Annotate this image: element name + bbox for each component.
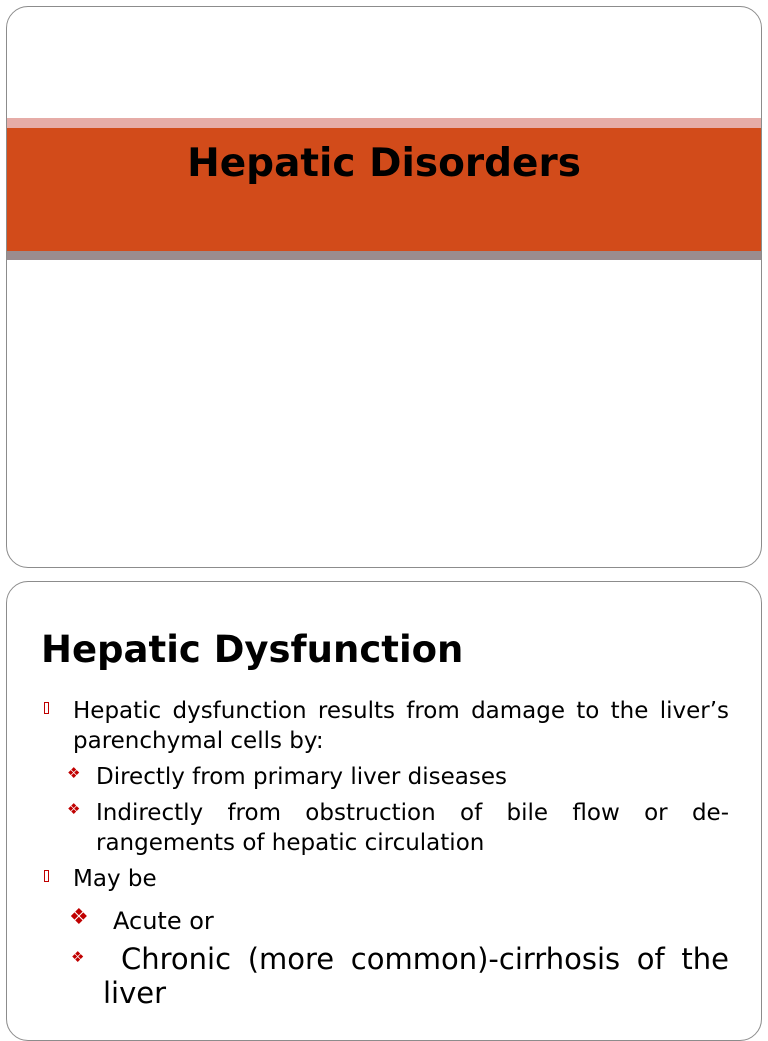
hollow-square-icon	[44, 702, 49, 714]
bullet-text: Acute or	[113, 907, 214, 935]
sub-bullet-item	[41, 762, 729, 792]
slide-heading: Hepatic Dysfunction	[41, 628, 464, 671]
bullet-item	[41, 696, 729, 756]
bullet-list	[41, 696, 729, 1010]
bullet-text: Chronic (more common)-cirrhosis of the liver	[103, 942, 729, 1010]
bullet-text: Indirectly from obstruction of bile flow or de-rangements of hepatic circulation	[96, 800, 729, 856]
title-band-bottom-stripe	[7, 251, 761, 260]
sub-bullet-item	[41, 942, 729, 1010]
four-diamond-icon: ❖	[71, 948, 85, 966]
bullet-text: May be	[73, 866, 157, 892]
bullet-item	[41, 864, 729, 894]
content-slide	[6, 581, 762, 1041]
four-diamond-icon: ❖	[67, 764, 81, 782]
four-diamond-icon: ❖	[69, 905, 89, 930]
bullet-text: Directly from primary liver diseases	[96, 764, 507, 790]
title-band-top-stripe	[7, 118, 761, 128]
hollow-square-icon	[44, 870, 49, 882]
sub-bullet-item	[41, 798, 729, 858]
bullet-text: Hepatic dysfunction results from damage to the liver’s parenchymal cells by:	[73, 698, 729, 754]
sub-bullet-item	[41, 906, 729, 936]
four-diamond-icon: ❖	[67, 800, 81, 818]
title-slide	[6, 6, 762, 568]
slide-title: Hepatic Disorders	[187, 141, 581, 186]
